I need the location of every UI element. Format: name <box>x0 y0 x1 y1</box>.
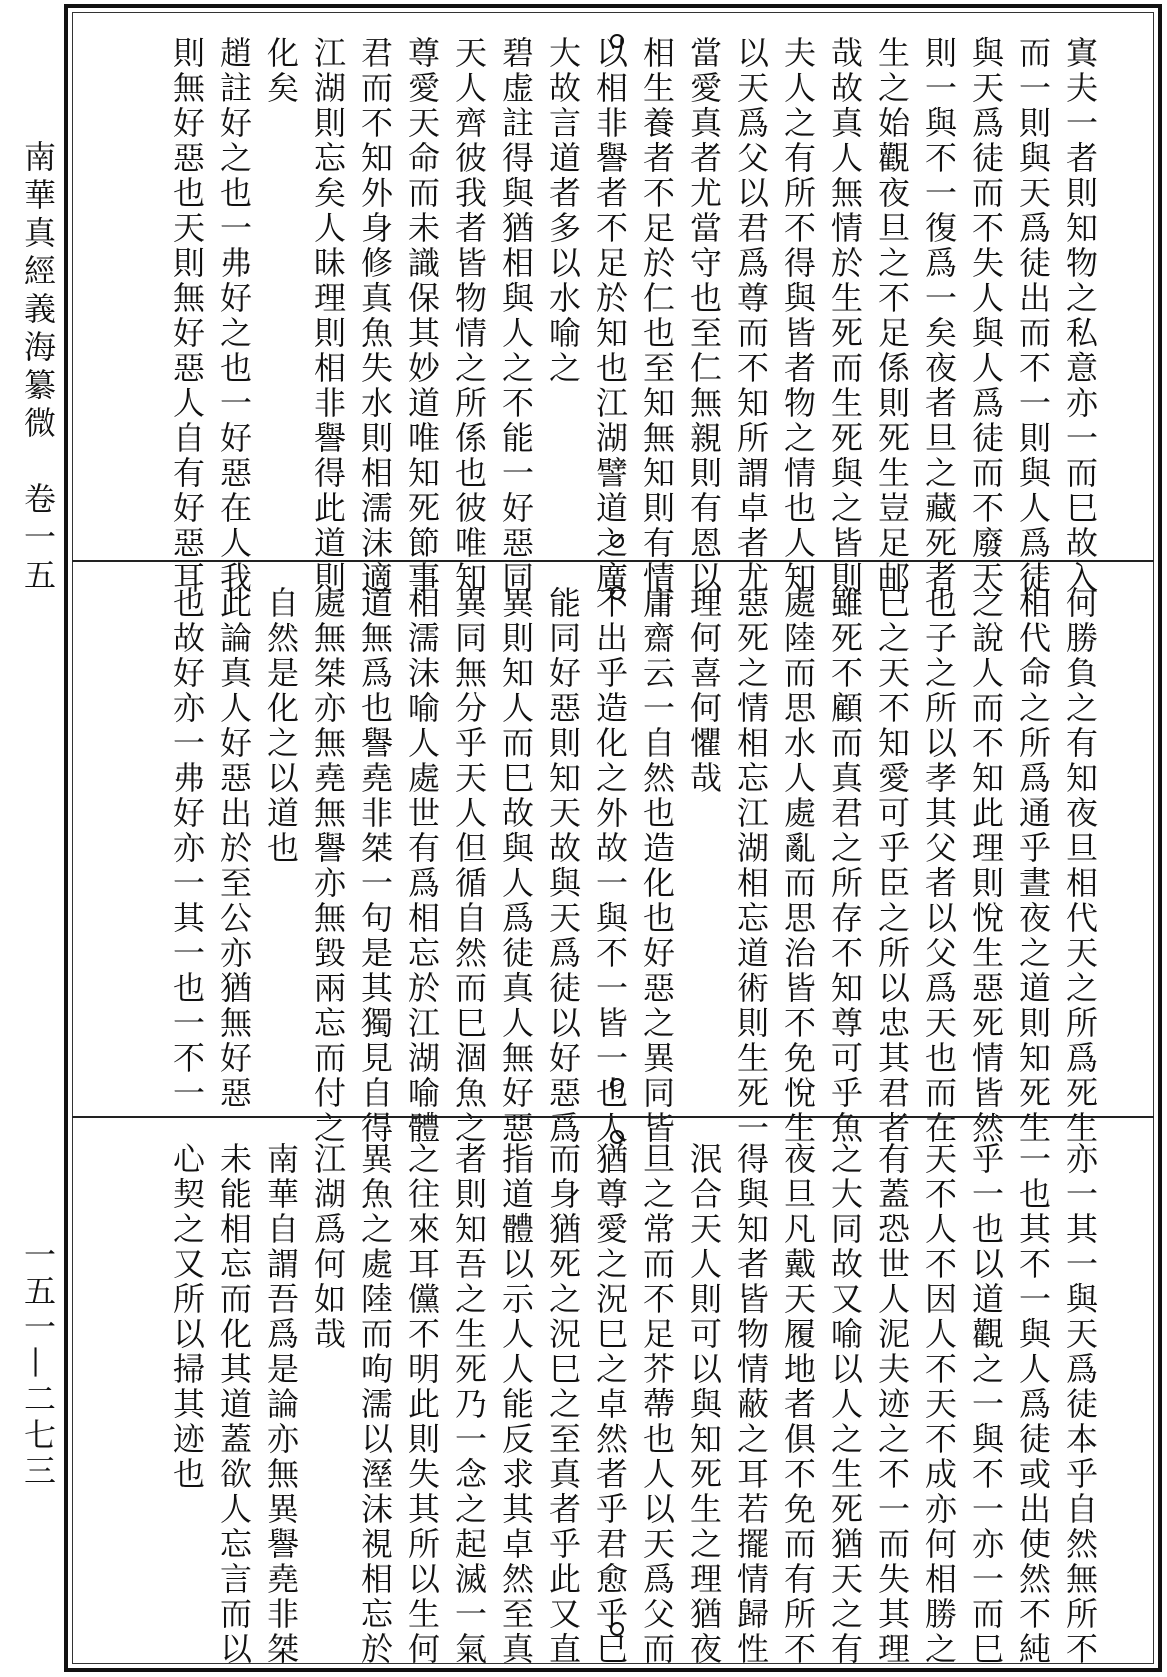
text-column: 與天爲徒而不失人與人爲徒而不廢天 <box>967 36 1005 596</box>
text-column: 江湖則忘矣人昧理則相非譽得此道則 <box>309 36 347 596</box>
text-column: 不出乎造化之外故一與不一皆一也人 <box>591 586 629 1146</box>
text-column: 之往來耳儻不明此則失其所以生何 <box>403 1142 441 1667</box>
text-column: 天人齊彼我者皆物情之所係也彼唯知 <box>450 36 488 596</box>
text-column: 天不人不因人不天不成亦何相勝之 <box>920 1142 958 1667</box>
text-column: 君而不知外身修真魚失水則相濡沫適 <box>356 36 394 596</box>
text-column: 有蓋恐世人泥夫迹之不一而失其理 <box>873 1142 911 1667</box>
text-column: 者則知吾之生死乃一念之起滅一氣 <box>450 1142 488 1667</box>
text-column: 指道體以示人人能反求其卓然至真 <box>497 1142 535 1667</box>
text-column: 夜旦凡戴天履地者俱不免而有所不 <box>779 1142 817 1667</box>
text-column: 相生養者不足於仁也至知無知則有情 <box>638 36 676 596</box>
text-panel-3 <box>72 1116 1154 1667</box>
text-column: 異則知人而巳故與人爲徒真人無好惡 <box>497 586 535 1146</box>
text-column: 則無好惡也天則無好惡人自有好惡耳 <box>168 36 206 596</box>
text-column: 之大同故又喻以人之生死猶天之有 <box>826 1142 864 1667</box>
text-column: 異魚之處陸而呴濡以溼沫視相忘於 <box>356 1142 394 1667</box>
text-column: 理何喜何懼哉 <box>685 586 723 796</box>
text-column: 能同好惡則知天故與天爲徒以好惡爲 <box>544 586 582 1146</box>
text-column: 夫人之有所不得與皆者物之情也人知 <box>779 36 817 596</box>
text-column: 雖死不顧而真君之所存不知尊可乎魚 <box>826 586 864 1146</box>
text-column: 得與知者皆物情蔽之耳若擺情歸性 <box>732 1142 770 1667</box>
text-column: 庸齋云一自然也造化也好惡之異同皆 <box>638 586 676 1146</box>
section-circle-mark <box>610 34 624 48</box>
text-column: 以天爲父以君爲尊而不知所謂卓者尤 <box>732 36 770 596</box>
text-column: 哉故真人無情於生死而生死與之皆則 <box>826 36 864 596</box>
text-column: 心契之又所以掃其迹也 <box>168 1142 206 1492</box>
text-column: 之說人而不知此理則悅生惡死情皆然 <box>967 586 1005 1146</box>
text-column: 以相非譽者不足於知也江湖譬道之廣 <box>591 36 629 596</box>
text-column: 猶尊愛之況巳之卓然者乎君愈乎巳 <box>591 1142 629 1667</box>
margin-page-number: 一五一—二七三 <box>19 1238 57 1490</box>
section-circle-mark <box>610 1078 624 1092</box>
text-column: 異同無分乎天人但循自然而巳涸魚之 <box>450 586 488 1146</box>
text-column: 相濡沫喻人處世有爲相忘於江湖喻體 <box>403 586 441 1146</box>
text-column: 寘夫一者則知物之私意亦一而巳故入 <box>1061 36 1099 596</box>
text-column: 處無桀亦無堯無譽亦無毀兩忘而付之 <box>309 586 347 1146</box>
text-column: 生之始觀夜旦之不足係則死生豈足邮 <box>873 36 911 596</box>
text-column: 而一則與天爲徒出而不一則與人爲徒 <box>1014 36 1052 596</box>
text-column: 也故好亦一弗好亦一其一也一不一 <box>168 586 206 1111</box>
text-column: 碧虚註得與猶相與人之不能一好惡同 <box>497 36 535 596</box>
text-column: 未能相忘而化其道蓋欲人忘言而以 <box>215 1142 253 1667</box>
text-column: 尊愛天命而未識保其妙道唯知死節事 <box>403 36 441 596</box>
margin-title: 南華真經義海纂微 卷一五 <box>19 140 57 596</box>
text-column: 大故言道者多以水喻之 <box>544 36 582 386</box>
text-column: 旦之常而不足芥蔕也人以天爲父而 <box>638 1142 676 1667</box>
text-column: 此論真人好惡出於至公亦猶無好惡 <box>215 586 253 1111</box>
section-circle-mark <box>610 1130 624 1144</box>
text-column: 也子之所以孝其父者以父爲天也而在 <box>920 586 958 1146</box>
text-column: 而身猶死之況巳之至真者乎此又直 <box>544 1142 582 1667</box>
text-column: 當愛真者尤當守也至仁無親則有恩以 <box>685 36 723 596</box>
text-panel-2 <box>72 560 1154 1146</box>
text-column: 自然是化之以道也 <box>262 586 300 866</box>
section-circle-mark <box>610 534 624 548</box>
text-column: 處陸而思水人處亂而思治皆不免悅生 <box>779 586 817 1146</box>
text-column: 趙註好之也一弗好之也一好惡在人我 <box>215 36 253 596</box>
text-column: 亦一其一與天爲徒本乎自然無所不 <box>1061 1142 1099 1667</box>
text-column: 何勝負之有知夜旦相代天之所爲死生 <box>1061 586 1099 1146</box>
text-column: 巳之天不知愛可乎臣之所以忠其君者 <box>873 586 911 1146</box>
text-column: 泯合天人則可以與知死生之理猶夜 <box>685 1142 723 1667</box>
text-column: 化矣 <box>262 36 300 106</box>
text-column: 道無爲也譽堯非桀一句是其獨見自得 <box>356 586 394 1146</box>
text-column: 惡死之情相忘江湖相忘道術則生死一 <box>732 586 770 1146</box>
text-column: 一也其不一與人爲徒或出使然不純 <box>1014 1142 1052 1667</box>
text-column: 相代命之所爲通乎晝夜之道則知死生 <box>1014 586 1052 1146</box>
text-column: 江湖爲何如哉 <box>309 1142 347 1352</box>
text-column: 則一與不一復爲一矣夜者旦之藏死者 <box>920 36 958 596</box>
section-circle-mark <box>610 1622 624 1636</box>
section-circle-mark <box>610 586 624 600</box>
text-panel-1 <box>72 12 1154 596</box>
text-column: 乎一也以道觀之一與不一亦一而巳 <box>967 1142 1005 1667</box>
text-column: 南華自謂吾爲是論亦無異譽堯非桀 <box>262 1142 300 1667</box>
